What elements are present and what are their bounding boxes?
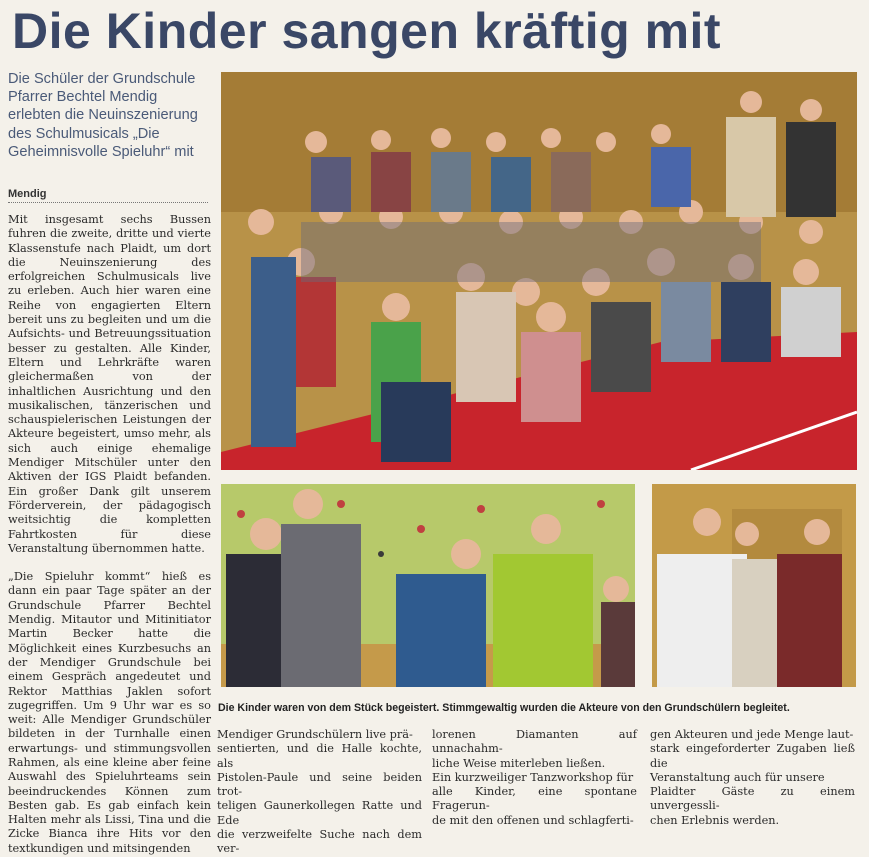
text-line: Mendiger Grundschülern live prä- [217,728,413,741]
subheadline [8,70,218,161]
subhead-line: Pfarrer Bechtel Mendig [8,89,158,106]
text-line: Plaidter Gäste zu einem unvergessli- [650,785,855,813]
text-line: teligen Gaunerkollegen Ratte und Ede [217,799,422,827]
photo-performers-girls [652,484,856,687]
body-column-4 [650,728,855,828]
subhead-line: des Schulmusicals „Die [8,125,160,142]
text-line: liche Weise miterleben ließen. [432,756,606,770]
text-line: Ein kurzweiliger Tanzworkshop für [432,770,634,784]
photo-performers-boys [221,484,635,687]
text-line: stark eingeforderter Zugaben ließ die [650,742,855,770]
body-column-3 [432,728,637,828]
subhead-line: Die Schüler der Grundschule [8,71,196,87]
paragraph: „Die Spieluhr kommt“ hieß es dann ein paar Tage später an der Grundschule Pfarrer Bechtel Mendig. Mitautor und Mitinitiator Martin Becker hatte die Möglichkeit eines Kurzbesuchs an der Mendiger Grundschule bei einem Gespräch angedeutet und Rektor Matthias Jaklen sofort zugegriffen. Um 9 Uhr war es so weit: Alle Mendiger Grundschüler bildeten in der Turnhalle einen erwartungs- und stimmungsvollen Rahmen, als eine kleine aber feine Auswahl des Spieluhrteams sein beeindruckendes Können zum Besten gab. Es gab einfach kein Halten mehr als Lissi, Tina und die Zicke Bianca ihre Hits vor den textkundigen und mitsingenden [8,570,211,855]
text-line: alle Kinder, eine spontane Fragerun- [432,785,637,813]
dateline-divider [8,202,208,203]
main-photo-audience [221,72,857,470]
text-line: gen Akteuren und jede Menge laut- [650,728,854,741]
text-line: Veranstaltung auch für unsere [650,770,825,784]
text-line: sentierten, und die Halle kochte, als [217,742,422,770]
text-line: lorenen Diamanten auf unnachahm- [432,728,637,756]
text-line: die verzweifelte Suche nach dem ver- [217,828,422,856]
headline: Die Kinder sangen kräftig mit [12,3,722,59]
body-column-1 [8,213,211,856]
subhead-line: erlebten die Neuinszenierung [8,107,198,124]
text-line: de mit den offenen und schlagferti- [432,813,634,827]
dateline: Mendig [8,188,47,200]
body-column-2 [217,728,422,857]
photo-caption: Die Kinder waren von dem Stück begeistert. Stimmgewaltig wurden die Akteure von den Grundschülern begleitet. [218,702,790,714]
paragraph: Mit insgesamt sechs Bussen fuhren die zweite, dritte und vierte Klassenstufe nach Plaidt, um dort die Neuinszenierung des erfolgreichen Schulmusicals live zu erleben. Auch hier waren eine Reihe von engagierten Eltern bereit uns zu begleiten und um die Aufsichts- und Betreuungssituation besser zu gestalten. Alle Kinder, Eltern und Lehrkräfte waren gleichermaßen von der inhaltlichen Ausrichtung und den musikalischen, tänzerischen und schauspielerischen Leistungen der Akteure begeistert, umso mehr, als sich auch einige ehemalige Mendiger Mitschüler unter den Aktiven der IGS Plaidt befanden. Ein großer Dank gilt unserem Förderverein, der pädagogisch weitsichtig die kompletten Fahrtkosten für diese Veranstaltung übernommen hatte. [8,213,211,555]
text-line: Pistolen-Paule und seine beiden trot- [217,770,422,799]
text-line: chen Erlebnis werden. [650,813,780,827]
subhead-line: Geheimnisvolle Spieluhr“ mit [8,143,194,160]
